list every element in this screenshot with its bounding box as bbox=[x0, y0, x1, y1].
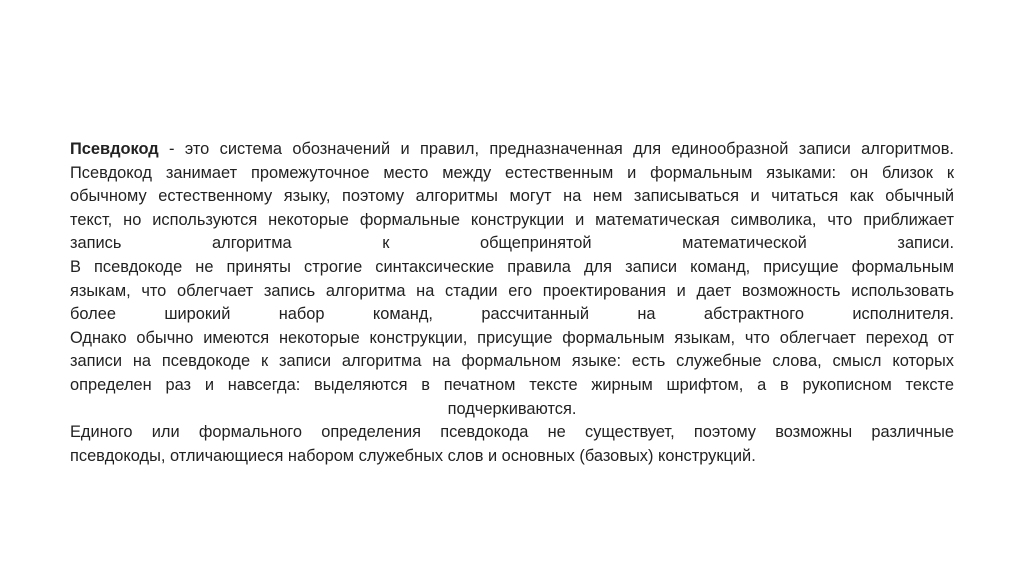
text-line-13: Единого или формального определения псевдокода не существует, поэтому возможны различные bbox=[70, 423, 954, 442]
text-line-1 bbox=[70, 138, 954, 162]
text-line-3: обычному естественному языку, поэтому алгоритмы могут на нем записываться и читаться как обычный bbox=[70, 187, 954, 206]
text-line-8: более широкий набор команд, рассчитанный на абстрактного исполнителя. bbox=[70, 305, 954, 324]
text-line-4: текст, но используются некоторые формальные конструкции и математическая символика, что приближает bbox=[70, 210, 954, 229]
text-line-2: Псевдокод занимает промежуточное место между естественным и формальным языками: он близок к bbox=[70, 163, 954, 182]
text-line-6: В псевдокоде не приняты строгие синтаксические правила для записи команд, присущие формальным bbox=[70, 257, 954, 276]
text-line-5: запись алгоритма к общепринятой математической записи. bbox=[70, 234, 954, 253]
text-line-12: подчеркиваются. bbox=[447, 399, 577, 418]
term-pseudocode: Псевдокод bbox=[70, 140, 159, 158]
text-line-11: определен раз и навсегда: выделяются в печатном тексте жирным шрифтом, а в рукописном тексте bbox=[70, 375, 954, 394]
text-line-1-rest: - это система обозначений и правил, предназначенная для единообразной записи алгоритмов. bbox=[158, 140, 954, 158]
text-line-10: записи на псевдокоде к записи алгоритма на формальном языке: есть служебные слова, смысл которых bbox=[70, 352, 954, 371]
text-line-7: языкам, что облегчает запись алгоритма на стадии его проектирования и дает возможность использовать bbox=[70, 281, 954, 300]
pseudocode-definition-text bbox=[70, 138, 954, 468]
text-line-14: псевдокоды, отличающиеся набором служебных слов и основных (базовых) конструкций. bbox=[70, 446, 756, 465]
text-line-9: Однако обычно имеются некоторые конструкции, присущие формальным языкам, что облегчает переход от bbox=[70, 328, 954, 347]
